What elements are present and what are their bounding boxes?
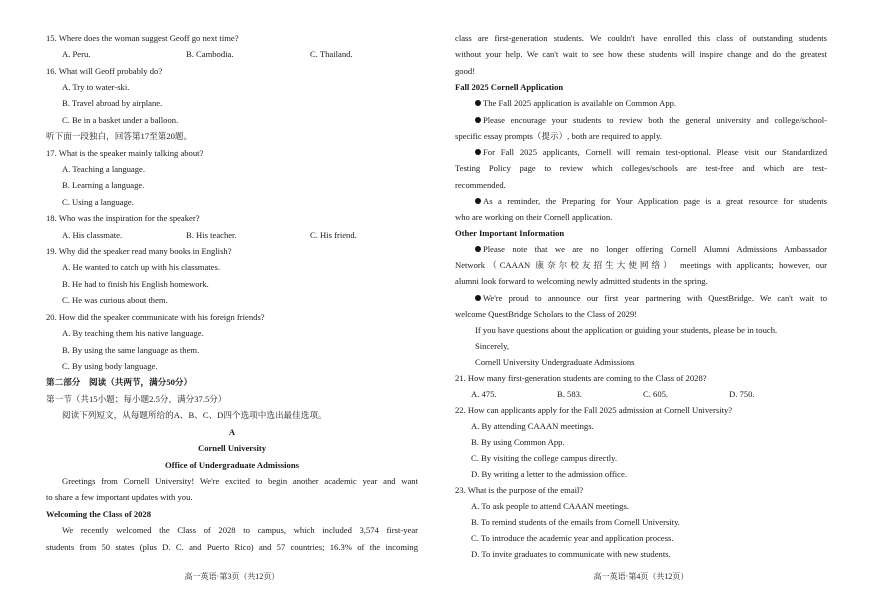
q18-stem: 18. Who was the inspiration for the speaker? [46,213,200,223]
page-footer-right: 高一英语·第4页（共12页） [593,572,689,581]
q22-option-d: D. By writing a letter to the admission office. [471,469,627,479]
q22-stem: 22. How can applicants apply for the Fall 2025 admission at Cornell University? [455,405,733,415]
q21-stem: 21. How many first-generation students are coming to the Class of 2028? [455,373,707,383]
bullet1-text: The Fall 2025 application is available on Common App. [483,98,677,108]
part2-title: 第二部分 阅读（共两节，满分50分） [46,377,193,387]
bullet6-line1 [455,293,827,304]
q22-option-b: B. By using Common App. [471,437,565,447]
q15-option-c: C. Thailand. [310,49,353,59]
page-footer-left: 高一英语·第3页（共12页） [184,572,280,581]
bullet4-text: As a reminder, the Preparing for Your Application page is a great resource for students [483,196,827,206]
q21-option-b: B. 583. [557,389,583,399]
q18-option-a: A. His classmate. [62,230,123,240]
para2-line1: We recently welcomed the Class of 2028 to campus, which included 3,574 first-year [62,525,418,535]
q19-stem: 19. Why did the speaker read many books in English? [46,246,232,256]
q22-option-c: C. By visiting the college campus directly. [471,453,617,463]
bullet-icon [475,295,481,301]
q20-option-b: B. By using the same language as them. [62,345,200,355]
listening-instruction: 听下面一段独白，回答第17至第20题。 [46,131,193,141]
closing-signature: Cornell University Undergraduate Admissions [475,357,635,367]
q23-option-a: A. To ask people to attend CAAAN meetings. [471,501,629,511]
q15-option-a: A. Peru. [62,49,91,59]
q23-option-b: B. To remind students of the emails from Cornell University. [471,517,680,527]
q18-option-c: C. His friend. [310,230,357,240]
q19-option-b: B. He had to finish his English homework. [62,279,209,289]
section1-title: 第一节（共15小题；每小题2.5分，满分37.5分） [46,394,227,404]
right-line3: good! [455,66,476,76]
right-page [455,0,827,599]
para1-line2: to share a few important updates with you. [46,492,193,502]
q21-option-c: C. 605. [643,389,669,399]
q21-option-d: D. 750. [729,389,755,399]
q17-option-a: A. Teaching a language. [62,164,145,174]
bullet-icon [475,149,481,155]
bullet5-text: Please note that we are no longer offering Cornell Alumni Admissions Ambassador [483,244,827,254]
q15-stem: 15. Where does the woman suggest Geoff go next time? [46,33,239,43]
heading-other-info: Other Important Information [455,228,565,238]
q17-option-c: C. Using a language. [62,197,134,207]
passage-subtitle: Office of Undergraduate Admissions [165,460,299,470]
bullet-icon [475,100,481,106]
passage-letter: A [228,427,236,437]
bullet3-line3: recommended. [455,180,506,190]
bullet2-line2: specific essay prompts（提示）, both are required to apply. [455,131,662,141]
bullet4-line2: who are working on their Cornell application. [455,212,613,222]
closing-line2: Sincerely, [475,341,510,351]
q19-option-a: A. He wanted to catch up with his classmates. [62,262,220,272]
passage-title: Cornell University [197,443,267,453]
heading-welcome: Welcoming the Class of 2028 [46,509,152,519]
bullet5-line3: alumni look forward to welcoming newly admitted students in the spring. [455,276,708,286]
bullet2-text: Please encourage your students to review both the general university and college/school- [483,115,827,125]
closing-line1: If you have questions about the application or guiding your students, please be in touch. [475,325,778,335]
bullet5-line1 [455,244,827,255]
q20-option-a: A. By teaching them his native language. [62,328,204,338]
heading-fall-2025: Fall 2025 Cornell Application [455,82,564,92]
bullet5-line2: Network（CAAAN 康奈尔校友招生大使网络） meetings with applicants; however, our [455,260,827,270]
right-line2: without your help. We can't wait to see how these students will inspire change and do the greatest [455,49,827,59]
bullet4-line1 [455,196,827,207]
bullet3-line1 [455,147,827,158]
q20-option-c: C. By using body language. [62,361,158,371]
bullet3-text: For Fall 2025 applicants, Cornell will remain test-optional. Please visit our Standardized [483,147,827,157]
q21-option-a: A. 475. [471,389,497,399]
q16-stem: 16. What will Geoff probably do? [46,66,163,76]
para1-line1: Greetings from Cornell University! We're excited to begin another academic year and want [62,476,418,486]
q23-option-d: D. To invite graduates to communicate with new students. [471,549,671,559]
bullet-icon [475,117,481,123]
q16-option-a: A. Try to water-ski. [62,82,130,92]
q18-option-b: B. His teacher. [186,230,237,240]
bullet1 [475,98,676,109]
bullet2-line1 [455,115,827,126]
right-line1: class are first-generation students. We couldn't have enrolled this class of outstanding students [455,33,827,43]
q23-stem: 23. What is the purpose of the email? [455,485,584,495]
q16-option-b: B. Travel abroad by airplane. [62,98,163,108]
q16-option-c: C. Be in a basket under a balloon. [62,115,179,125]
q23-option-c: C. To introduce the academic year and application process. [471,533,674,543]
q22-option-a: A. By attending CAAAN meetings. [471,421,594,431]
para2-line2: students from 50 states (plus D. C. and Puerto Rico) and 57 countries; 16.3% of the incoming [46,542,418,552]
reading-instruction: 阅读下列短文，从每题所给的A、B、C、D四个选项中选出最佳选项。 [62,410,327,420]
bullet-icon [475,198,481,204]
q15-option-b: B. Cambodia. [186,49,234,59]
bullet-icon [475,246,481,252]
q20-stem: 20. How did the speaker communicate with his foreign friends? [46,312,265,322]
left-page [46,0,418,599]
q17-stem: 17. What is the speaker mainly talking about? [46,148,204,158]
bullet3-line2: Testing Policy page to review which colleges/schools are test-free and which are test- [455,163,827,173]
q19-option-c: C. He was curious about them. [62,295,168,305]
bullet6-line2: welcome QuestBridge Scholars to the Class of 2029! [455,309,638,319]
q17-option-b: B. Learning a language. [62,180,145,190]
bullet6-text: We're proud to announce our first year partnering with QuestBridge. We can't wait to [483,293,827,303]
